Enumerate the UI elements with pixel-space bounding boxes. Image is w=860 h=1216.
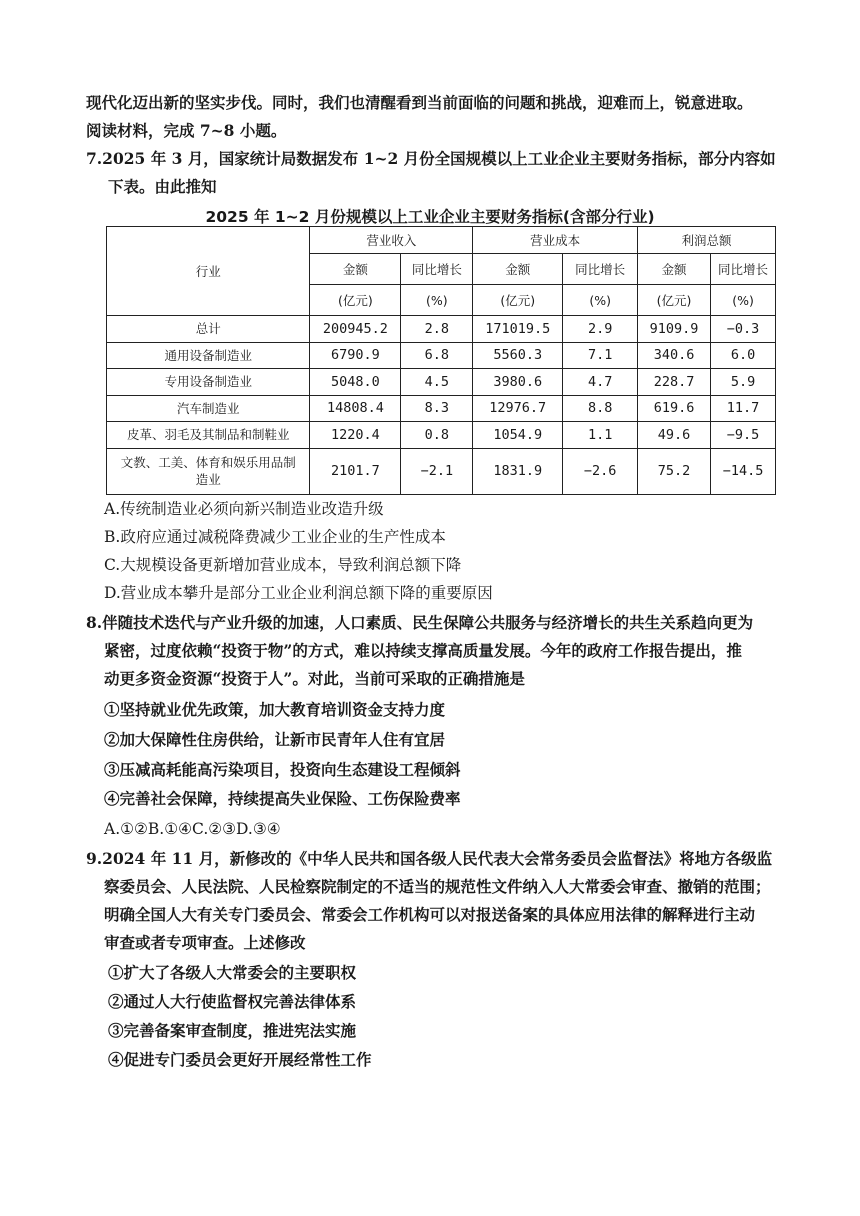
profit-growth-cell: 6.0	[711, 342, 776, 369]
q9-item-4: ④促进专门委员会更好开展经常性工作	[108, 1050, 372, 1069]
q7-stem-line-2: 下表。由此推知	[108, 177, 217, 196]
table-row	[107, 342, 776, 369]
q8-item-2: ②加大保障性住房供给，让新市民青年人住有宜居	[104, 730, 446, 749]
cost-growth-cell: 7.1	[563, 342, 638, 369]
industry-cell: 专用设备制造业	[107, 369, 310, 396]
header-profit: 利润总额	[638, 227, 776, 254]
unit-growth: (%)	[563, 285, 638, 316]
profit-growth-cell: −14.5	[711, 448, 776, 494]
table-row	[107, 316, 776, 343]
profit-cell: 228.7	[638, 369, 711, 396]
q8-item-1: ①坚持就业优先政策，加大教育培训资金支持力度	[104, 700, 446, 719]
revenue-cell: 1220.4	[310, 422, 401, 449]
table-row	[107, 395, 776, 422]
table-caption: 2025 年 1~2 月份规模以上工业企业主要财务指标(含部分行业)	[205, 208, 655, 226]
cost-cell: 5560.3	[473, 342, 563, 369]
profit-cell: 49.6	[638, 422, 711, 449]
q8-choices: A.①②B.①④C.②③D.③④	[104, 820, 281, 838]
cost-growth-cell: 2.9	[563, 316, 638, 343]
industry-cell-line-2: 造业	[195, 472, 221, 487]
cost-cell: 1831.9	[473, 448, 563, 494]
q9-item-2: ②通过人大行使监督权完善法律体系	[108, 992, 357, 1011]
subheader-amount: 金额	[310, 254, 401, 285]
table-row	[107, 448, 776, 494]
unit-amount: (亿元)	[638, 285, 711, 316]
industry-cell: 总计	[107, 316, 310, 343]
profit-cell: 619.6	[638, 395, 711, 422]
intro-line-1: 现代化迈出新的坚实步伐。同时，我们也清醒看到当前面临的问题和挑战，迎难而上，锐意进取。	[86, 93, 753, 112]
q7-stem-line-1: 7.2025 年 3 月，国家统计局数据发布 1~2 月份全国规模以上工业企业主要财务指标，部分内容如	[86, 149, 776, 168]
profit-cell: 340.6	[638, 342, 711, 369]
q7-option-b: B.政府应通过减税降费减少工业企业的生产性成本	[104, 528, 446, 546]
intro-line-2: 阅读材料，完成 7~8 小题。	[86, 121, 287, 140]
header-cost: 营业成本	[473, 227, 638, 254]
profit-cell: 9109.9	[638, 316, 711, 343]
cost-growth-cell: 4.7	[563, 369, 638, 396]
cost-growth-cell: −2.6	[563, 448, 638, 494]
revenue-growth-cell: 2.8	[401, 316, 473, 343]
industry-cell	[107, 448, 310, 494]
revenue-cell: 6790.9	[310, 342, 401, 369]
industry-cell: 汽车制造业	[107, 395, 310, 422]
q8-stem-line-2: 紧密，过度依赖“投资于物”的方式，难以持续支撑高质量发展。今年的政府工作报告提出，推	[104, 641, 742, 660]
q8-stem-line-1: 8.伴随技术迭代与产业升级的加速，人口素质、民生保障公共服务与经济增长的共生关系趋向更为	[86, 613, 754, 632]
industry-cell: 通用设备制造业	[107, 342, 310, 369]
q8-item-3: ③压减高耗能高污染项目，投资向生态建设工程倾斜	[104, 760, 461, 779]
revenue-growth-cell: −2.1	[401, 448, 473, 494]
header-revenue: 营业收入	[310, 227, 473, 254]
table-row	[107, 422, 776, 449]
revenue-growth-cell: 0.8	[401, 422, 473, 449]
revenue-growth-cell: 4.5	[401, 369, 473, 396]
q9-item-3: ③完善备案审查制度，推进宪法实施	[108, 1021, 357, 1040]
cost-growth-cell: 1.1	[563, 422, 638, 449]
header-industry: 行业	[107, 227, 310, 316]
cost-cell: 3980.6	[473, 369, 563, 396]
subheader-growth: 同比增长	[711, 254, 776, 285]
q9-item-1: ①扩大了各级人大常委会的主要职权	[108, 963, 357, 982]
subheader-amount: 金额	[473, 254, 563, 285]
profit-growth-cell: 11.7	[711, 395, 776, 422]
q9-stem-line-1: 9.2024 年 11 月，新修改的《中华人民共和国各级人民代表大会常务委员会监督法》将地方各级监	[86, 849, 773, 868]
revenue-cell: 14808.4	[310, 395, 401, 422]
unit-amount: (亿元)	[310, 285, 401, 316]
industry-cell: 皮革、羽毛及其制品和制鞋业	[107, 422, 310, 449]
unit-growth: (%)	[401, 285, 473, 316]
q7-option-a: A.传统制造业必须向新兴制造业改造升级	[104, 500, 384, 518]
q7-option-c: C.大规模设备更新增加营业成本，导致利润总额下降	[104, 556, 462, 574]
table-row	[107, 369, 776, 396]
profit-cell: 75.2	[638, 448, 711, 494]
revenue-growth-cell: 6.8	[401, 342, 473, 369]
q7-option-d: D.营业成本攀升是部分工业企业利润总额下降的重要原因	[104, 584, 493, 602]
profit-growth-cell: −9.5	[711, 422, 776, 449]
subheader-growth: 同比增长	[563, 254, 638, 285]
cost-cell: 12976.7	[473, 395, 563, 422]
revenue-cell: 200945.2	[310, 316, 401, 343]
subheader-growth: 同比增长	[401, 254, 473, 285]
revenue-cell: 2101.7	[310, 448, 401, 494]
q8-item-4: ④完善社会保障，持续提高失业保险、工伤保险费率	[104, 789, 461, 808]
q9-stem-line-3: 明确全国人大有关专门委员会、常委会工作机构可以对报送备案的具体应用法律的解释进行主动	[104, 905, 756, 924]
profit-growth-cell: 5.9	[711, 369, 776, 396]
subheader-amount: 金额	[638, 254, 711, 285]
q8-stem-line-3: 动更多资金资源“投资于人”。对此，当前可采取的正确措施是	[104, 669, 525, 688]
q9-stem-line-4: 审查或者专项审查。上述修改	[104, 933, 306, 952]
revenue-growth-cell: 8.3	[401, 395, 473, 422]
cost-growth-cell: 8.8	[563, 395, 638, 422]
revenue-cell: 5048.0	[310, 369, 401, 396]
cost-cell: 1054.9	[473, 422, 563, 449]
profit-growth-cell: −0.3	[711, 316, 776, 343]
cost-cell: 171019.5	[473, 316, 563, 343]
unit-growth: (%)	[711, 285, 776, 316]
unit-amount: (亿元)	[473, 285, 563, 316]
q9-stem-line-2: 察委员会、人民法院、人民检察院制定的不适当的规范性文件纳入人大常委会审查、撤销的范围；	[104, 877, 771, 896]
financial-indicators-table	[106, 226, 776, 495]
industry-cell-line-1: 文教、工美、体育和娱乐用品制	[120, 455, 296, 470]
